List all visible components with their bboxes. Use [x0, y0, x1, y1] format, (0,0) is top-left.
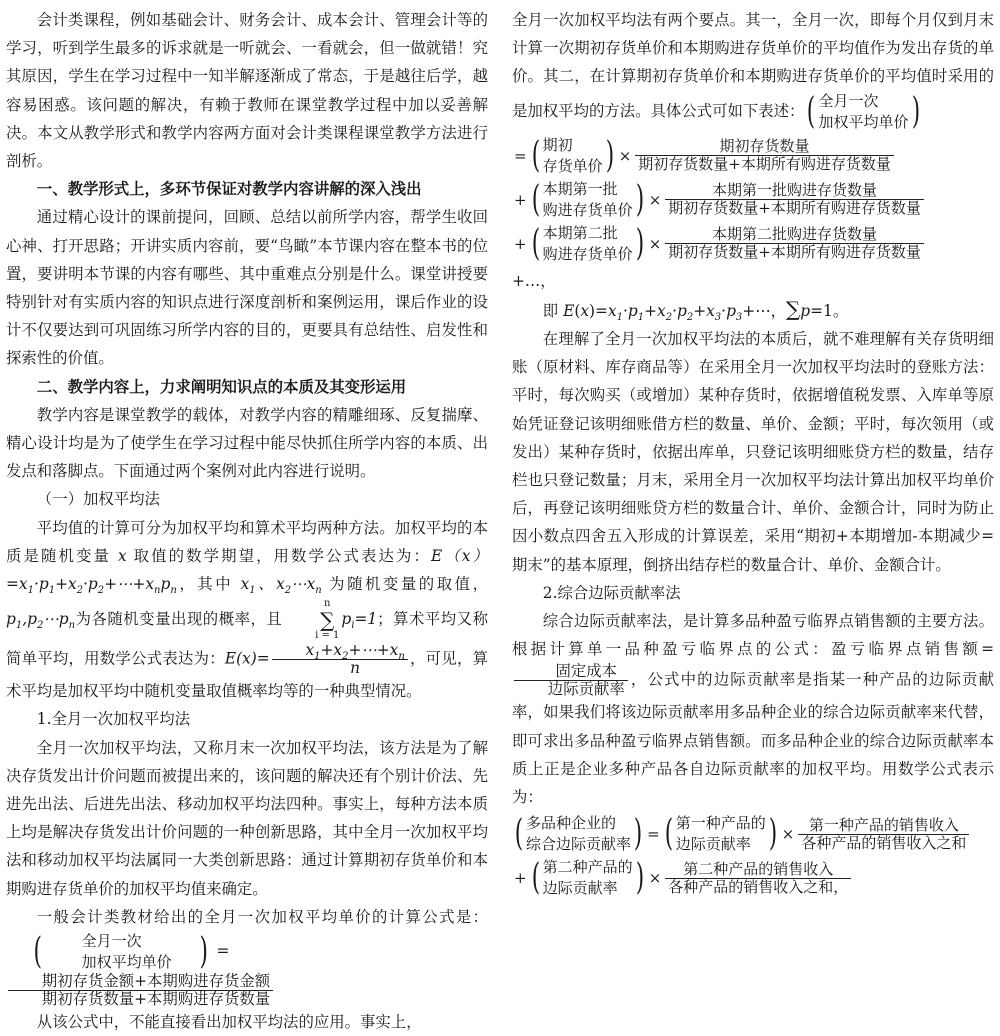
formula-lhs: ( 全月一次 加权平均单价 ) [33, 931, 208, 973]
paragraph-two-points: 全月一次加权平均法有两个要点。其一，全月一次，即每个月仅到月末计算一次期初存货单价和本期购进存货单价的平均值作为发出存货的单价。其二，在计算期初存货单价和本期购进存货单价的平均值时采用的是加权平均的方法。具体公式可如下表述： [512, 11, 994, 120]
breakeven-fraction: $\frac{\text{固定成本}}{\text{边际贡献率}}$ [514, 663, 628, 698]
section-heading-2: 二、教学内容上，力求阐明知识点的本质及其变形运用 [36, 377, 407, 396]
section-heading-1: 一、教学形式上，多环节保证对教学内容讲解的深入浅出 [36, 180, 422, 199]
arithmetic-mean-fraction: $\frac{x_1+x_2+\cdots+x_n}{n}$ [272, 642, 408, 677]
subsection-weighted-average: （一）加权平均法 [36, 490, 160, 509]
margin-formula-line-2: + ( 第二种产品的 边际贡献率 ) × $\frac{\text{第二种产品的销售收入}}{\text{各种产品的销售收入之和，}}$ [512, 857, 994, 899]
formula-lhs-right: ( 全月一次 加权平均单价 ) [807, 90, 920, 132]
subsection-contribution-margin: 2.综合边际贡献率法 [542, 583, 681, 602]
paragraph-teaching-content: 教学内容是课堂教学的载体，对教学内容的精雕细琢、反复揣摩、精心设计均是为了使学生在学习过程中能尽快抓住所学内容的本质、出发点和落脚点。下面通过两个案例对此内容进行说明。 [6, 405, 488, 481]
right-column [512, 6, 994, 901]
formula-tail: +…， [512, 271, 556, 290]
subsection-monthly-weighted: 1.全月一次加权平均法 [36, 710, 190, 729]
paragraph-textbook-formula: 一般会计类教材给出的全月一次加权平均单价的计算公式是： ( 全月一次 加权平均单价 ) = $\frac{\text{期初存货金额+本期购进存货金额}}{\text{期初存货数量+本期购进存货数量}}$ [6, 903, 488, 1008]
paragraph-continued: 从该公式中，不能直接看出加权平均法的应用。事实上， [36, 1013, 422, 1032]
formula-term-1: = ( 期初 存货单价 ) × $\frac{\text{期初存货数量}}{\text{期初存货数量+本期所有购进存货数量}}$ [512, 135, 994, 177]
expectation-formula: 即 $E(x)=x_1\cdot p_1+x_2\cdot p_2+x_3\cdot p_3+\cdots$，∑p=1。 [542, 296, 849, 323]
sum-symbol: n ∑ i = 1 [315, 598, 340, 642]
paragraph-contribution-margin: 综合边际贡献率法，是计算多品种盈亏临界点销售额的主要方法。根据计算单一品种盈亏临界点的公式：盈亏临界点销售额= $\frac{\text{固定成本}}{\text{边际贡献率}}$ ，公式中的边际贡献率是指某一种产品的边际贡献率，如果我们将该边际贡献率用多品种企业的综合边际贡献率来代替，即可求出多品种盈亏临界点销售额。而多品种企业的综合边际贡献率本质上正是企业多种产品各自边际贡献率的加权平均。用数学公式表示为： [512, 612, 994, 807]
paragraph-teaching-form: 通过精心设计的课前提问，回顾、总结以前所学内容，帮学生收回心神、打开思路；开讲实质内容前，要“鸟瞰”本节课内容在整本书的位置，要讲明本节课的内容有哪些、其中重难点分别是什么。课堂讲授要特别针对有实质内容的知识点进行深度剖析和案例运用，课后作业的设计不仅要达到可巩固练习所学内容的目的，更要具有总结性、启发性和探索性的价值。 [6, 208, 488, 368]
paragraph-ledger-method: 在理解了全月一次加权平均法的本质后，就不难理解有关存货明细账（原材料、库存商品等）在采用全月一次加权平均法时的登账方法：平时，每次购买（或增加）某种存货时，依据增值税发票、入库单等原始凭证登记该明细账借方栏的数量、单价、金额；平时，每次领用（或发出）某种存货时，依据出库单，只登记该明细账贷方栏的数量，结存栏也只登记数量；月末，采用全月一次加权平均法计算出加权平均单价后，再登记该明细账贷方栏的数量合计、单价、金额合计，同时为防止因小数点四舍五入形成的计算误差，采用“期初+本期增加-本期减少=期末”的基本原理，倒挤出结存栏的数量合计、单价、金额合计。 [512, 330, 994, 574]
paragraph-monthly-weighted: 全月一次加权平均法，又称月末一次加权平均法，该方法是为了解决存货发出计价问题而被提出来的，该问题的解决还有个别计价法、先进先出法、后进先出法、移动加权平均法四种。事实上，每种方法本质上均是解决存货发出计价问题的一种创新思路，其中全月一次加权平均法和移动加权平均法属同一大类创新思路：通过计算期初存货单价和本期购进存货单价的加权平均值来确定。 [6, 738, 488, 898]
textbook-unit-price-fraction: $\frac{\text{期初存货金额+本期购进存货金额}}{\text{期初存货数量+本期购进存货数量}}$ [8, 973, 273, 1008]
paragraph-weighted-average-definition: 平均值的计算可分为加权平均和算术平均两种方法。加权平均的本质是随机变量 x 取值的数学期望，用数学公式表达为：$E(x)=x_1\cdot p_1+x_2\cdot p_2+\cdots+x_np_n$，其中 $x_1$、$x_2\cdots x_n$ 为随机变量的取值，$p_1,p_2\cdots p_n$为各随机变量出现的概率，且 n ∑ i = 1 $p_i=1$；算术平均又称简单平均，用数学公式表达为：E(x)= $\frac{x_1+x_2+\cdots+x_n}{n}$ ，可见，算术平均是加权平均中随机变量取值概率均等的一种典型情况。 [6, 518, 488, 701]
margin-formula-line-1: ( 多品种企业的 综合边际贡献率 ) = ( 第一种产品的 边际贡献率 ) × $\frac{\text{第一种产品的销售收入}}{\text{各种产品的销售收入之和}}$ [512, 813, 994, 855]
left-column [6, 6, 488, 1036]
intro-paragraph: 会计类课程，例如基础会计、财务会计、成本会计、管理会计等的学习，听到学生最多的诉求就是一听就会、一看就会，但一做就错！究其原因，学生在学习过程中一知半解逐渐成了常态，于是越往后学，越容易困惑。该问题的解决，有赖于教师在课堂教学过程中加以妥善解决。本文从教学形式和教学内容两方面对会计类课程课堂教学方法进行剖析。 [6, 11, 488, 171]
formula-term-3: + ( 本期第二批 购进存货单价 ) × $\frac{\text{本期第二批购进存货数量}}{\text{期初存货数量+本期所有购进存货数量}}$ [512, 223, 994, 265]
formula-term-2: + ( 本期第一批 购进存货单价 ) × $\frac{\text{本期第一批购进存货数量}}{\text{期初存货数量+本期所有购进存货数量}}$ [512, 179, 994, 221]
